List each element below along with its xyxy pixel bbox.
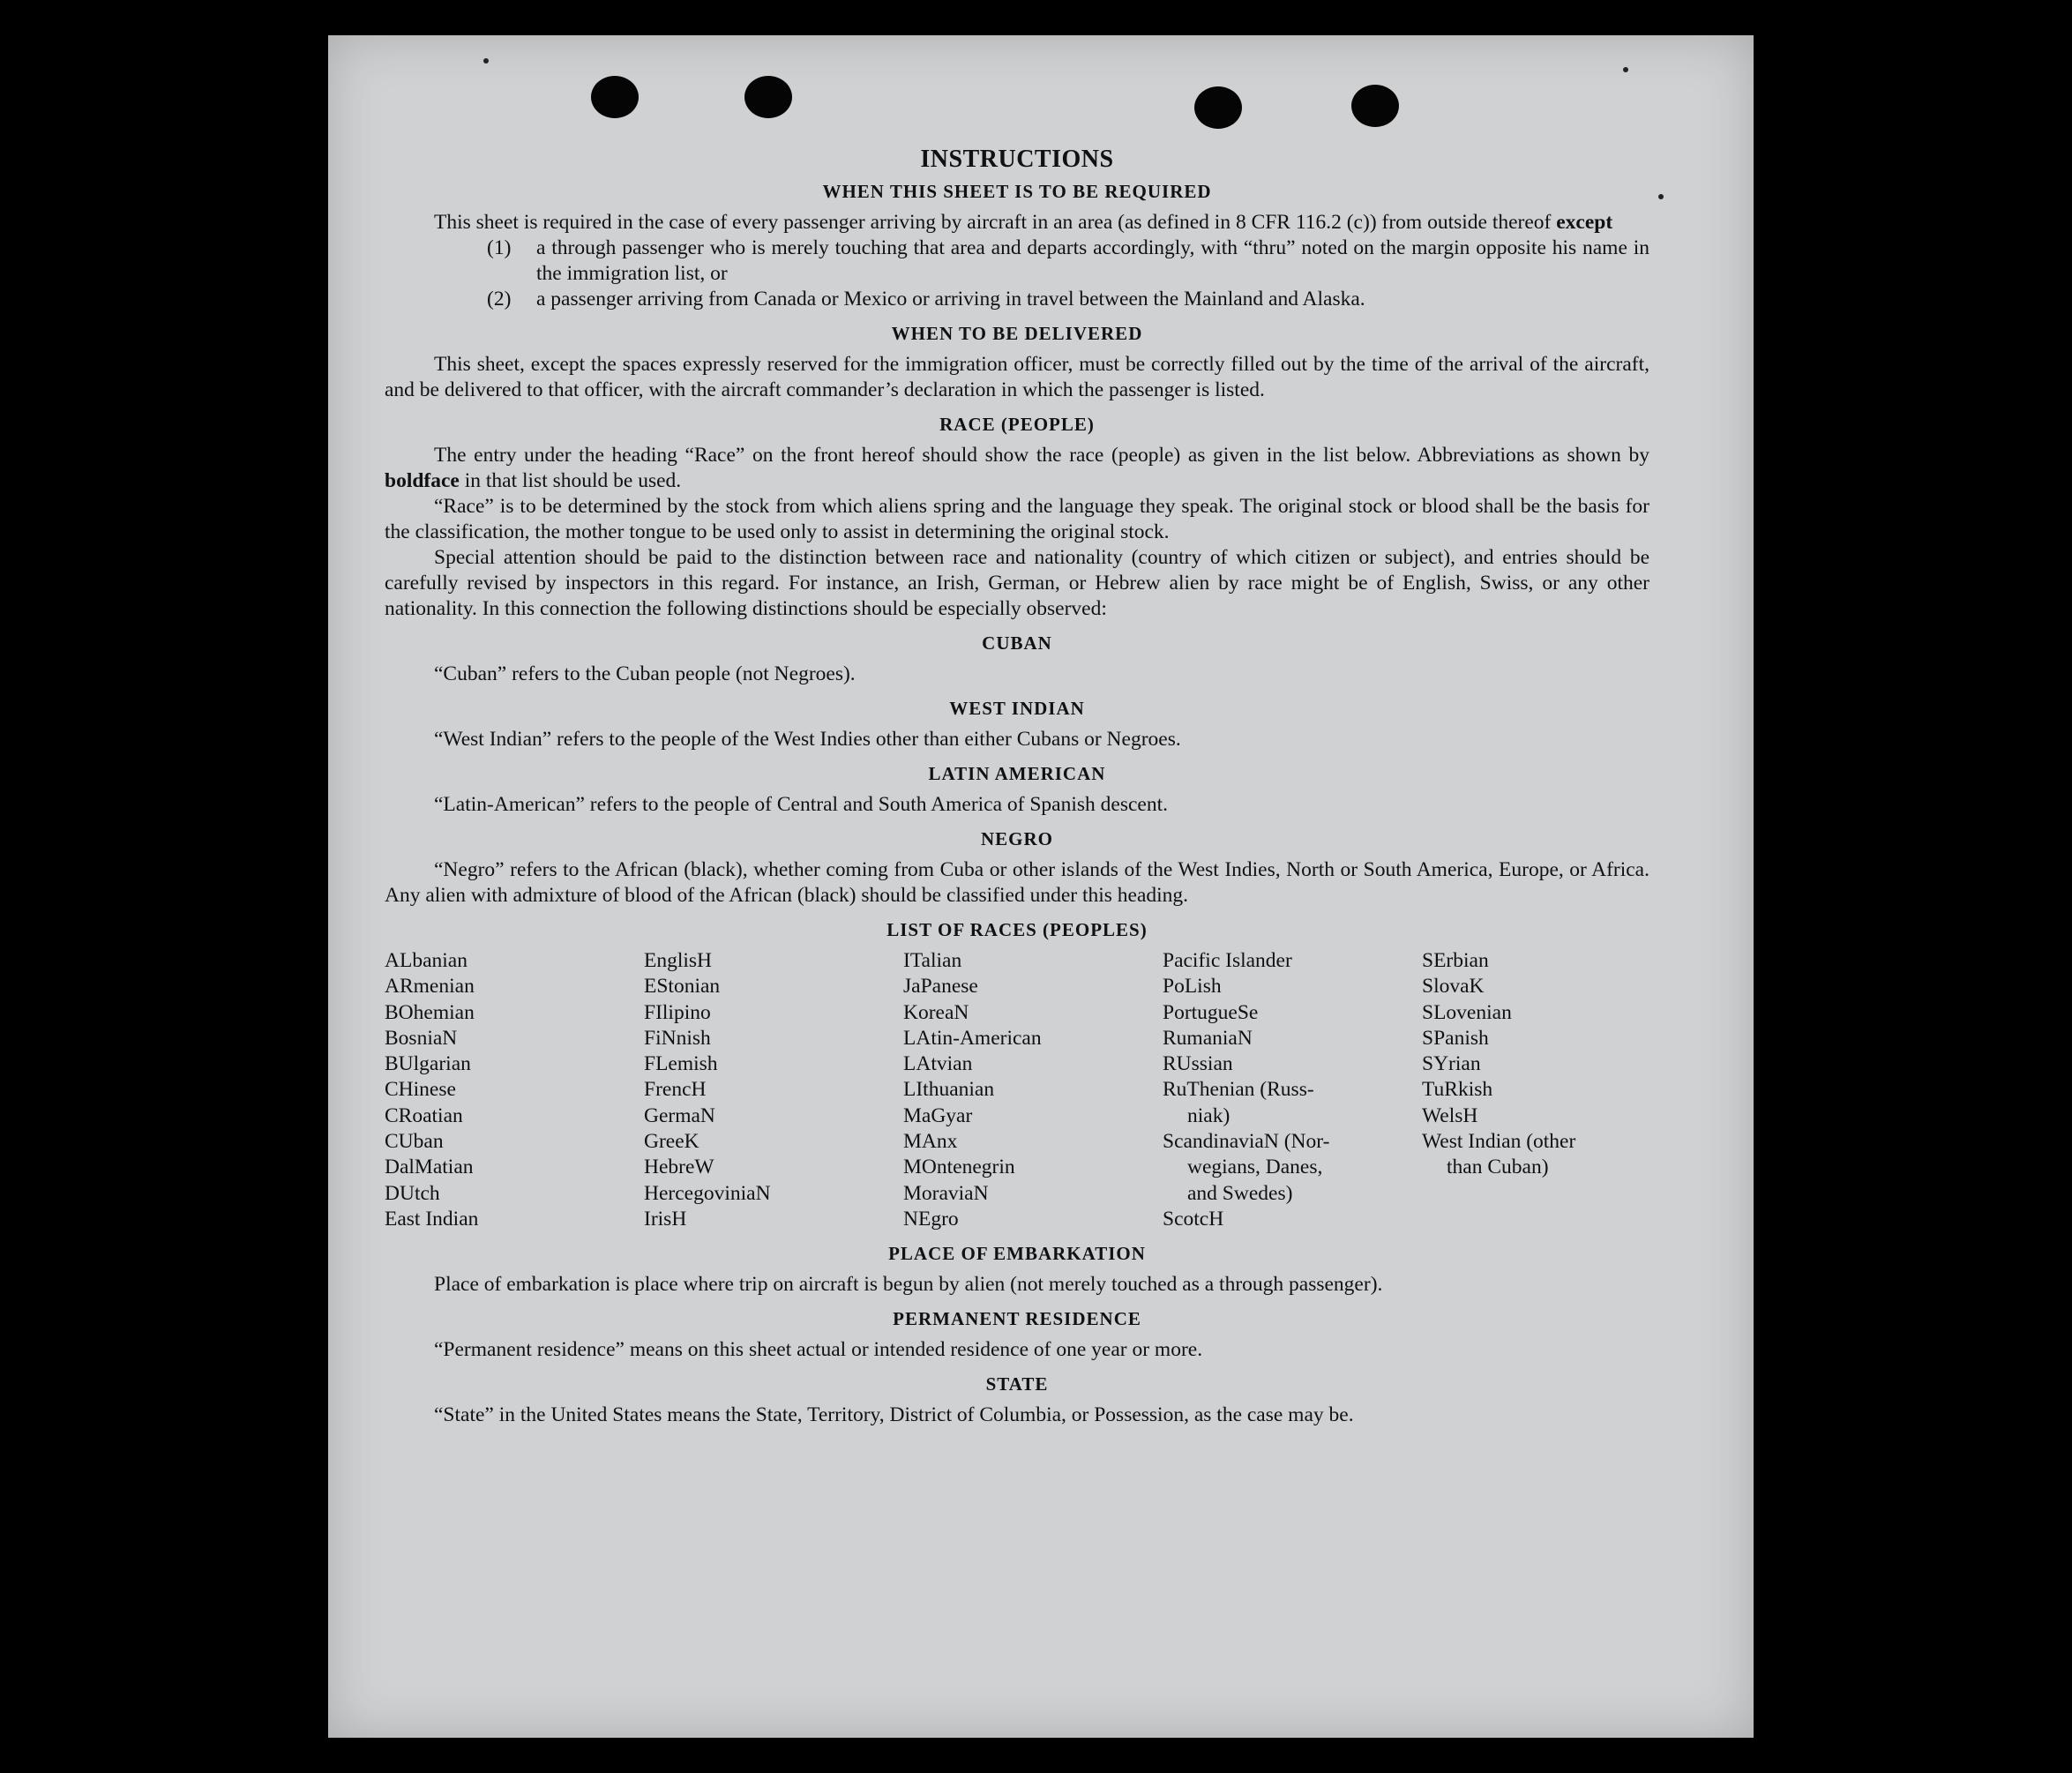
race-p1-bold: boldface xyxy=(385,469,460,492)
race-entry: FrencH xyxy=(644,1078,707,1102)
race-entry: ScotcH xyxy=(1163,1207,1224,1231)
race-entry: ARmenian xyxy=(385,975,475,999)
permanent-residence-text: “Permanent residence” means on this sheet actual or intended residence of one year or more. xyxy=(434,1338,1203,1362)
race-entry: LAtvian xyxy=(903,1052,973,1076)
race-paragraph-1 xyxy=(385,443,1649,494)
race-entry: GermaN xyxy=(644,1103,715,1127)
race-paragraph-3: Special attention should be paid to the distinction between race and nationality (country of which citizen or subject), and entries should be carefully revised by inspectors in this regard. For instance, an Irish, German, or Hebrew alien by race might be of English, Swiss, or any other nationality. In this connection the following distinctions should be especially observed: xyxy=(385,546,1649,620)
heading-state: STATE xyxy=(985,1373,1049,1395)
race-entry: MaGyar xyxy=(903,1103,973,1127)
heading-latin-american: LATIN AMERICAN xyxy=(928,763,1106,784)
race-entry: DalMatian xyxy=(385,1156,474,1179)
speck xyxy=(483,58,489,64)
race-entry: EnglisH xyxy=(644,949,713,972)
race-entry: PortugueSe xyxy=(1163,1000,1259,1024)
race-entry: TuRkish xyxy=(1422,1078,1493,1102)
race-entry: DUtch xyxy=(385,1181,440,1205)
heading-cuban: CUBAN xyxy=(982,632,1052,654)
race-entry: ITalian xyxy=(903,949,962,972)
when-delivered-text: This sheet, except the spaces expressly reserved for the immigration officer, must be correctly filled out by the time of the arrival of the aircraft, and be delivered to that officer, with the aircraft commander’s declaration in which the passenger is listed. xyxy=(385,353,1649,401)
race-entry: ALbanian xyxy=(385,949,468,972)
page-title: INSTRUCTIONS xyxy=(920,146,1114,173)
heading-embarkation: PLACE OF EMBARKATION xyxy=(888,1243,1146,1265)
race-entry: BOhemian xyxy=(385,1000,475,1024)
when-required-intro-text: This sheet is required in the case of every passenger arriving by aircraft in an area (as defined in 8 CFR 116.2 (c)) from outside thereof xyxy=(434,211,1557,234)
race-entry: FLemish xyxy=(644,1052,718,1076)
race-entry: JaPanese xyxy=(903,975,978,999)
exception-number: (1) xyxy=(487,236,512,259)
race-entry: West Indian (other xyxy=(1422,1130,1576,1154)
race-entry: FiNnish xyxy=(644,1026,711,1050)
race-entry: Pacific Islander xyxy=(1163,949,1292,972)
instructions-content xyxy=(385,146,1649,1428)
races-column xyxy=(903,948,1163,1232)
speck xyxy=(1658,194,1664,199)
races-column xyxy=(1163,948,1422,1232)
race-entry: IrisH xyxy=(644,1207,687,1231)
race-entry: SPanish xyxy=(1422,1026,1489,1050)
race-entry: SLovenian xyxy=(1422,1000,1512,1024)
race-entry: CUban xyxy=(385,1130,444,1154)
race-p1-text: The entry under the heading “Race” on the front hereof should show the race (people) as given in the list below. Abbreviations as shown by xyxy=(434,444,1649,467)
punch-hole xyxy=(591,76,639,118)
document-sheet xyxy=(328,35,1754,1738)
races-column xyxy=(1422,948,1649,1232)
heading-negro: NEGRO xyxy=(980,828,1053,849)
races-column xyxy=(644,948,903,1232)
heading-when-required: WHEN THIS SHEET IS TO BE REQUIRED xyxy=(822,181,1212,202)
race-entry: WelsH xyxy=(1422,1103,1478,1127)
exception-number: (2) xyxy=(487,288,512,310)
heading-when-delivered: WHEN TO BE DELIVERED xyxy=(891,323,1143,344)
race-entry: BosniaN xyxy=(385,1026,458,1050)
race-entry: SErbian xyxy=(1422,949,1489,972)
embarkation-text: Place of embarkation is place where trip on aircraft is begun by alien (not merely touched as a through passenger). xyxy=(434,1273,1383,1297)
races-list xyxy=(385,948,1649,1232)
races-column xyxy=(385,948,644,1232)
latin-american-text: “Latin-American” refers to the people of Central and South America of Spanish descent. xyxy=(434,793,1169,816)
exception-text: a through passenger who is merely touching that area and departs accordingly, with “thru” noted on the margin opposite his name in the immigration list, or xyxy=(536,236,1649,285)
race-entry: RUssian xyxy=(1163,1052,1233,1076)
negro-text: “Negro” refers to the African (black), whether coming from Cuba or other islands of the West Indies, North or South America, Europe, or Africa. Any alien with admixture of blood of the African (black) should be classified under this heading. xyxy=(385,858,1649,907)
race-entry: wegians, Danes, xyxy=(1187,1156,1323,1179)
speck xyxy=(1623,67,1628,72)
west-indian-text: “West Indian” refers to the people of the West Indies other than either Cubans or Negroes. xyxy=(434,728,1181,751)
race-entry: than Cuban) xyxy=(1447,1156,1549,1179)
punch-hole xyxy=(1194,86,1242,129)
race-entry: CHinese xyxy=(385,1078,456,1102)
race-p1-text-end: in that list should be used. xyxy=(459,469,682,492)
race-paragraph-2: “Race” is to be determined by the stock from which aliens spring and the language they speak. The original stock or blood shall be the basis for the classification, the mother tongue to be used only to assist in determining the original stock. xyxy=(385,495,1649,543)
exception-item xyxy=(487,236,1649,287)
race-entry: CRoatian xyxy=(385,1103,463,1127)
race-entry: MAnx xyxy=(903,1130,958,1154)
when-required-intro xyxy=(385,210,1649,236)
punch-hole xyxy=(1351,85,1399,127)
race-entry: LAtin-American xyxy=(903,1026,1042,1050)
race-entry: KoreaN xyxy=(903,1000,969,1024)
race-entry: GreeK xyxy=(644,1130,699,1154)
exception-item xyxy=(487,287,1649,312)
race-entry: RuThenian (Russ- xyxy=(1163,1078,1314,1102)
race-entry: niak) xyxy=(1187,1103,1230,1127)
state-text: “State” in the United States means the State, Territory, District of Columbia, or Possession, as the case may be. xyxy=(434,1403,1354,1427)
race-entry: PoLish xyxy=(1163,975,1222,999)
when-required-intro-bold: except xyxy=(1556,211,1613,234)
race-entry: LIthuanian xyxy=(903,1078,995,1102)
race-entry: MOntenegrin xyxy=(903,1156,1015,1179)
cuban-text: “Cuban” refers to the Cuban people (not Negroes). xyxy=(434,662,856,685)
race-entry: FIlipino xyxy=(644,1000,711,1024)
heading-west-indian: WEST INDIAN xyxy=(949,698,1085,719)
race-entry: ScandinaviaN (Nor- xyxy=(1163,1130,1330,1154)
race-entry: HercegoviniaN xyxy=(644,1181,771,1205)
race-entry: BUlgarian xyxy=(385,1052,471,1076)
exception-text: a passenger arriving from Canada or Mexico or arriving in travel between the Mainland and Alaska. xyxy=(536,288,1365,310)
heading-list-of-races: LIST OF RACES (PEOPLES) xyxy=(886,919,1148,940)
heading-race: RACE (PEOPLE) xyxy=(939,414,1095,435)
race-entry: and Swedes) xyxy=(1187,1181,1293,1205)
heading-permanent-residence: PERMANENT RESIDENCE xyxy=(893,1308,1141,1330)
race-entry: SlovaK xyxy=(1422,975,1485,999)
race-entry: NEgro xyxy=(903,1207,959,1231)
race-entry: RumaniaN xyxy=(1163,1026,1253,1050)
punch-hole xyxy=(744,76,792,118)
race-entry: MoraviaN xyxy=(903,1181,989,1205)
race-entry: East Indian xyxy=(385,1207,479,1231)
race-entry: EStonian xyxy=(644,975,721,999)
race-entry: SYrian xyxy=(1422,1052,1481,1076)
race-entry: HebreW xyxy=(644,1156,714,1179)
